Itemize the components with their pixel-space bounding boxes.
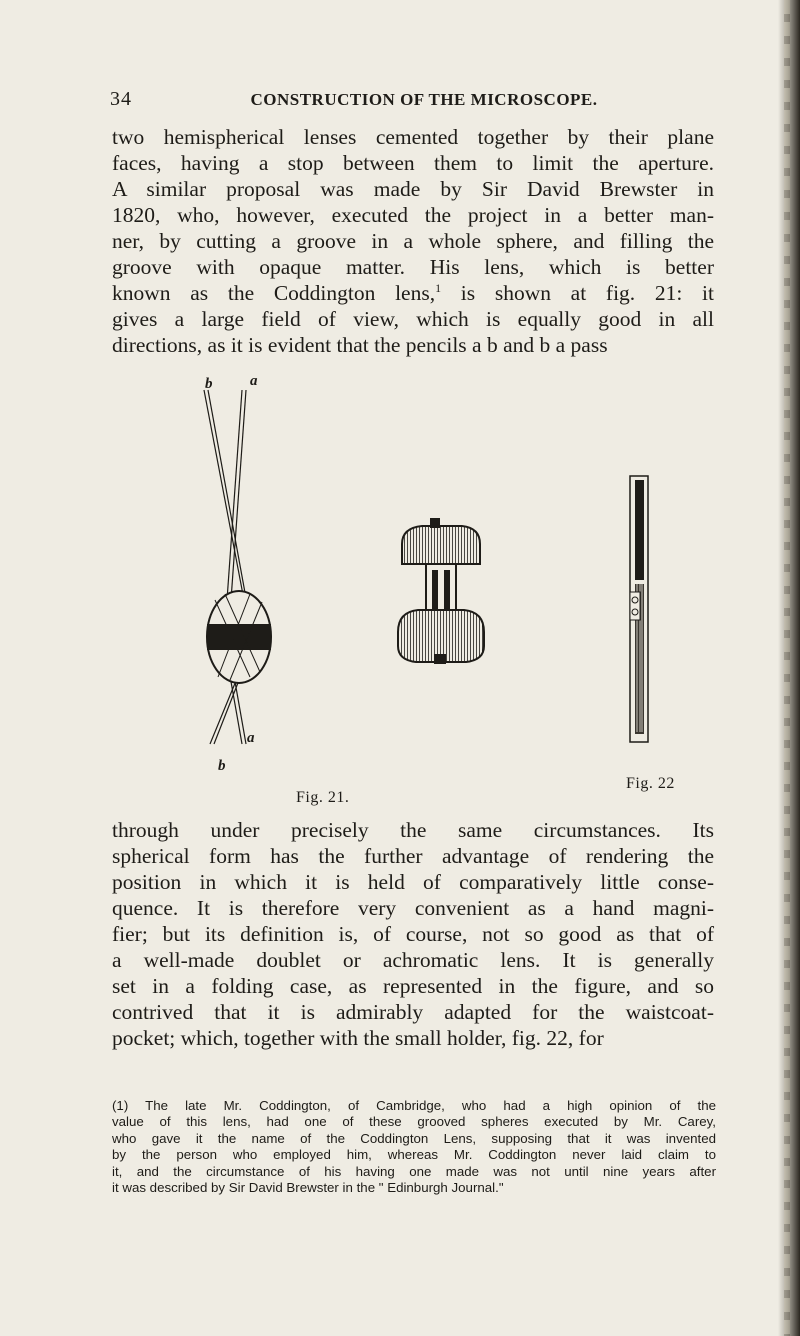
text-line: directions, as it is evident that the pencils a b and b a pass xyxy=(112,333,608,357)
text-line: A similar proposal was made by Sir David Brewster in xyxy=(112,177,714,201)
footnote-line: (1) The late Mr. Coddington, of Cambridge, who had a high opinion of the xyxy=(112,1098,716,1113)
paragraph-2 xyxy=(112,817,714,1051)
footnote-line: it, and the circumstance of his having one made was not until nine years after xyxy=(112,1163,716,1179)
fig22-holder-illustration xyxy=(620,474,670,744)
page-binding-edge xyxy=(778,0,800,1336)
text-line: set in a folding case, as represented in the figure, and so xyxy=(112,974,714,998)
text-line: two hemispherical lenses cemented together by their plane xyxy=(112,125,714,149)
footnote-line: value of this lens, had one of these grooved spheres executed by Mr. Carey, xyxy=(112,1114,716,1130)
text-line: groove with opaque matter. His lens, which is better xyxy=(112,255,714,279)
footnote-reference: 1 xyxy=(435,280,442,295)
fig21-lens xyxy=(207,591,271,683)
text-line: gives a large field of view, which is equally good in all xyxy=(112,307,714,331)
fig21-ray-diagram xyxy=(190,372,280,772)
text-line: quence. It is therefore very convenient as a hand magni- xyxy=(112,896,714,920)
text-line: ner, by cutting a groove in a whole sphere, and filling the xyxy=(112,229,714,253)
footnote-line: by the person who employed him, whereas Mr. Coddington never laid claim to xyxy=(112,1147,716,1163)
text-line: position in which it is held of comparatively little conse- xyxy=(112,870,714,894)
fig21-caption: Fig. 21. xyxy=(296,789,350,806)
fig22-caption: Fig. 22 xyxy=(626,775,675,792)
text-fragment: known as the Coddington lens, xyxy=(112,281,436,305)
fig21-folding-case-illustration xyxy=(392,514,488,666)
page-header xyxy=(110,88,710,118)
text-line: a well-made doublet or achromatic lens. It is generally xyxy=(112,948,714,972)
running-head: CONSTRUCTION OF THE MICROSCOPE. xyxy=(250,90,598,109)
text-line: pocket; which, together with the small holder, fig. 22, for xyxy=(112,1026,604,1050)
text-line: spherical form has the further advantage of rendering the xyxy=(112,844,714,868)
page-number: 34 xyxy=(110,88,132,110)
text-line: contrived that it is admirably adapted for the waistcoat- xyxy=(112,1000,714,1024)
footnote-line: who gave it the name of the Coddington Lens, supposing that it was invented xyxy=(112,1130,716,1146)
text-line: through under precisely the same circumstances. Its xyxy=(112,818,714,842)
text-line: fier; but its definition is, of course, not so good as that of xyxy=(112,922,714,946)
ray-label: a xyxy=(247,730,255,746)
footnote xyxy=(112,1098,716,1196)
text-fragment: is shown at fig. 21: it xyxy=(441,281,714,305)
text-line: faces, having a stop between them to limit the aperture. xyxy=(112,151,714,175)
ray-label: a xyxy=(250,373,258,389)
footnote-line: it was described by Sir David Brewster in the " Edinburgh Journal." xyxy=(112,1180,504,1196)
text-line: 1820, who, however, executed the project in a better man- xyxy=(112,203,714,227)
ray-label: b xyxy=(218,758,226,774)
text-line-with-footnote-ref xyxy=(112,280,714,306)
ray-label: b xyxy=(205,376,213,392)
paragraph-1 xyxy=(112,124,714,358)
